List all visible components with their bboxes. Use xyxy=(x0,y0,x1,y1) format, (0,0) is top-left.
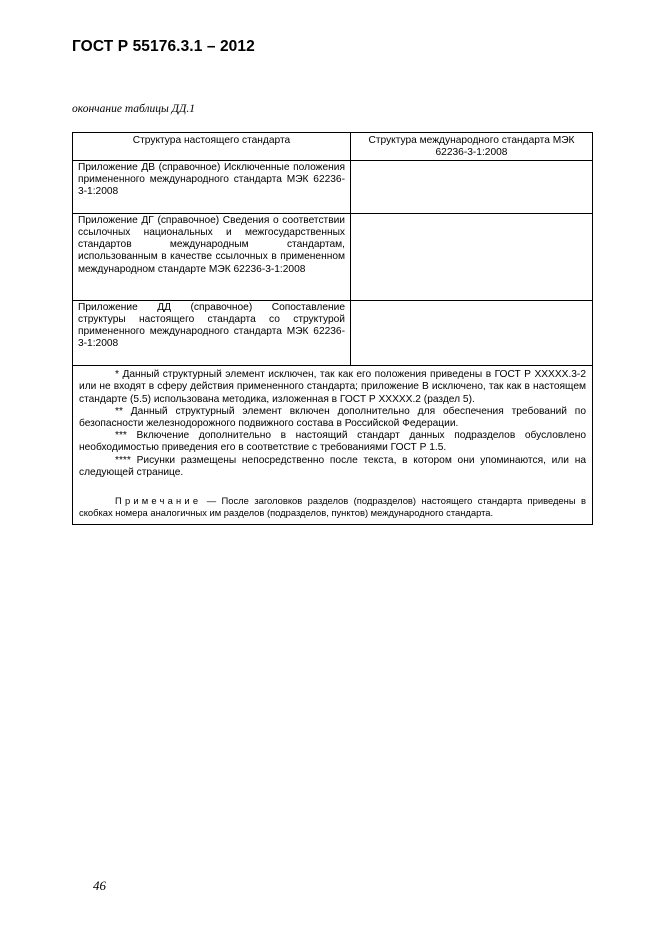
table-cell-national: Приложение ДГ (справочное) Сведения о соответствии ссылочных национальных и межгосударственных стандартов международным стандартам, использованным в качестве ссылочных в примененном международном стандарте МЭК 62236-3-1:2008 xyxy=(73,214,351,301)
table-cell-national: Приложение ДД (справочное) Сопоставление структуры настоящего стандарта со структурой примененного международного стандарта МЭК 62236-3-1:2008 xyxy=(73,301,351,366)
table-header-row xyxy=(73,133,593,161)
page-number: 46 xyxy=(93,878,106,893)
note-label: Примечание xyxy=(115,495,202,507)
note-text: — После заголовков разделов (подразделов) настоящего стандарта приведены в скобках номера аналогичных им разделов (подразделов, пунктов) международного стандарта. xyxy=(79,495,586,518)
table-cell-international xyxy=(351,301,593,366)
table-note xyxy=(79,495,586,518)
column-header-international: Структура международного стандарта МЭК 62236-3-1:2008 xyxy=(351,133,593,161)
table-caption: окончание таблицы ДД.1 xyxy=(72,103,195,115)
table-row xyxy=(73,301,593,366)
structure-comparison-table xyxy=(72,132,593,525)
table-cell-international xyxy=(351,214,593,301)
column-header-national: Структура настоящего стандарта xyxy=(73,133,351,161)
table-cell-national: Приложение ДВ (справочное) Исключенные положения примененного международного стандарта МЭК 62236-3-1:2008 xyxy=(73,161,351,214)
table-row xyxy=(73,214,593,301)
footnote: *** Включение дополнительно в настоящий стандарт данных подразделов обусловлено необходимостью приведения его в соответствие с требованиями ГОСТ Р 1.5. xyxy=(79,430,586,454)
footnote: ** Данный структурный элемент включен дополнительно для обеспечения требований по безопасности железнодорожного подвижного состава в Российской Федерации. xyxy=(79,405,586,429)
table-cell-international xyxy=(351,161,593,214)
footnote: * Данный структурный элемент исключен, так как его положения приведены в ГОСТ Р ХХХХХ.3-2 или не входят в сферу действия примененного стандарта; приложение В исключено, так как в настоящем стандарте (5.5) использована методика, изложенная в ГОСТ Р ХХХХХ.2 (раздел 5). xyxy=(79,369,586,405)
table-notes-row xyxy=(73,366,593,525)
table-notes-cell xyxy=(73,366,593,525)
document-header: ГОСТ Р 55176.3.1 – 2012 xyxy=(72,38,255,55)
footnote: **** Рисунки размещены непосредственно после текста, в котором они упоминаются, или на следующей странице. xyxy=(79,454,586,478)
table-row xyxy=(73,161,593,214)
